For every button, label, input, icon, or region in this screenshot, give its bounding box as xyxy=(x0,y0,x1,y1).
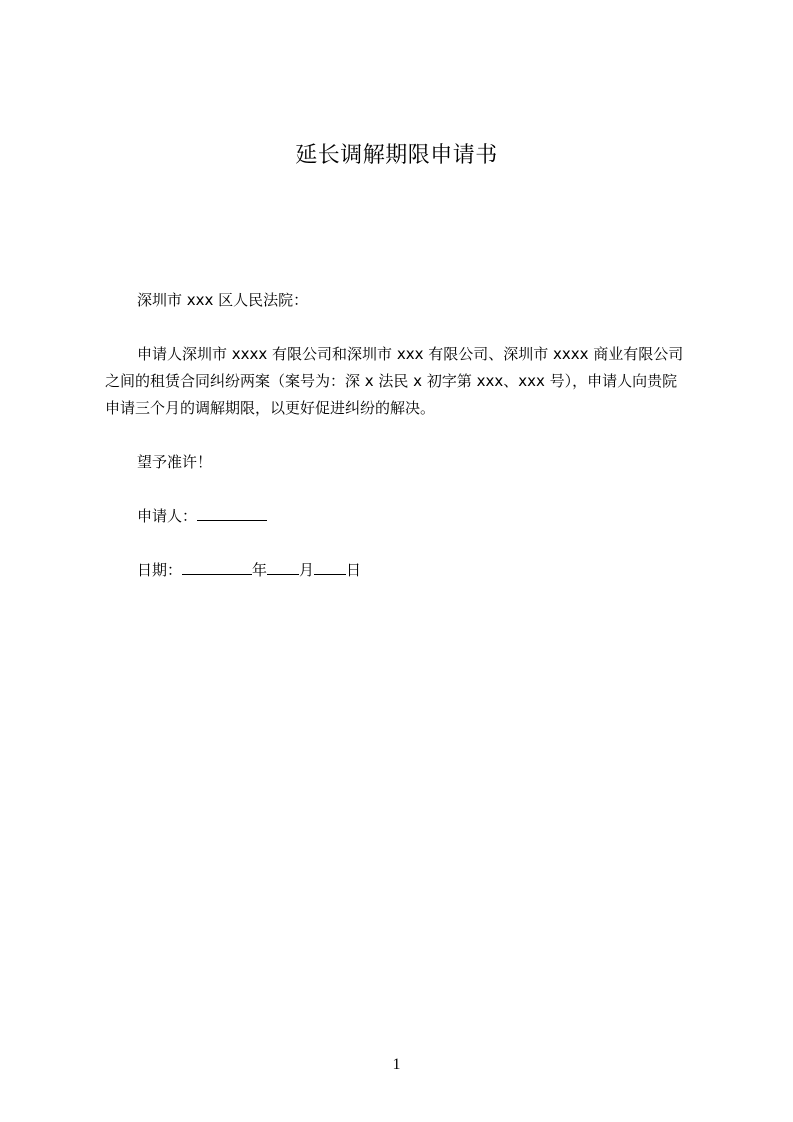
date-label: 日期： xyxy=(137,561,183,579)
page-number: 1 xyxy=(392,1056,401,1073)
month-char: 月 xyxy=(299,561,315,579)
body-line-2: 之间的租赁合同纠纷两案（案号为：深 x 法民 x 初字第 xxx、xxx 号），申请人向贵院 xyxy=(105,372,678,390)
request-text: 望予准许！ xyxy=(137,453,213,471)
body-line-1: 申请人深圳市 xxxx 有限公司和深圳市 xxx 有限公司、深圳市 xxxx 商业有限公司 xyxy=(137,345,684,363)
applicant-row xyxy=(137,505,737,527)
day-blank-line xyxy=(314,560,346,575)
year-char: 年 xyxy=(252,561,268,579)
document-title: 延长调解期限申请书 xyxy=(295,143,498,168)
month-blank-line xyxy=(267,560,299,575)
body-line-3: 申请三个月的调解期限，以更好促进纠纷的解决。 xyxy=(105,399,436,417)
applicant-label: 申请人： xyxy=(137,507,198,525)
salutation: 深圳市 xxx 区人民法院： xyxy=(137,291,309,309)
date-row xyxy=(137,559,737,581)
year-blank-line xyxy=(182,560,252,575)
day-char: 日 xyxy=(346,561,362,579)
applicant-blank-line xyxy=(197,506,267,521)
